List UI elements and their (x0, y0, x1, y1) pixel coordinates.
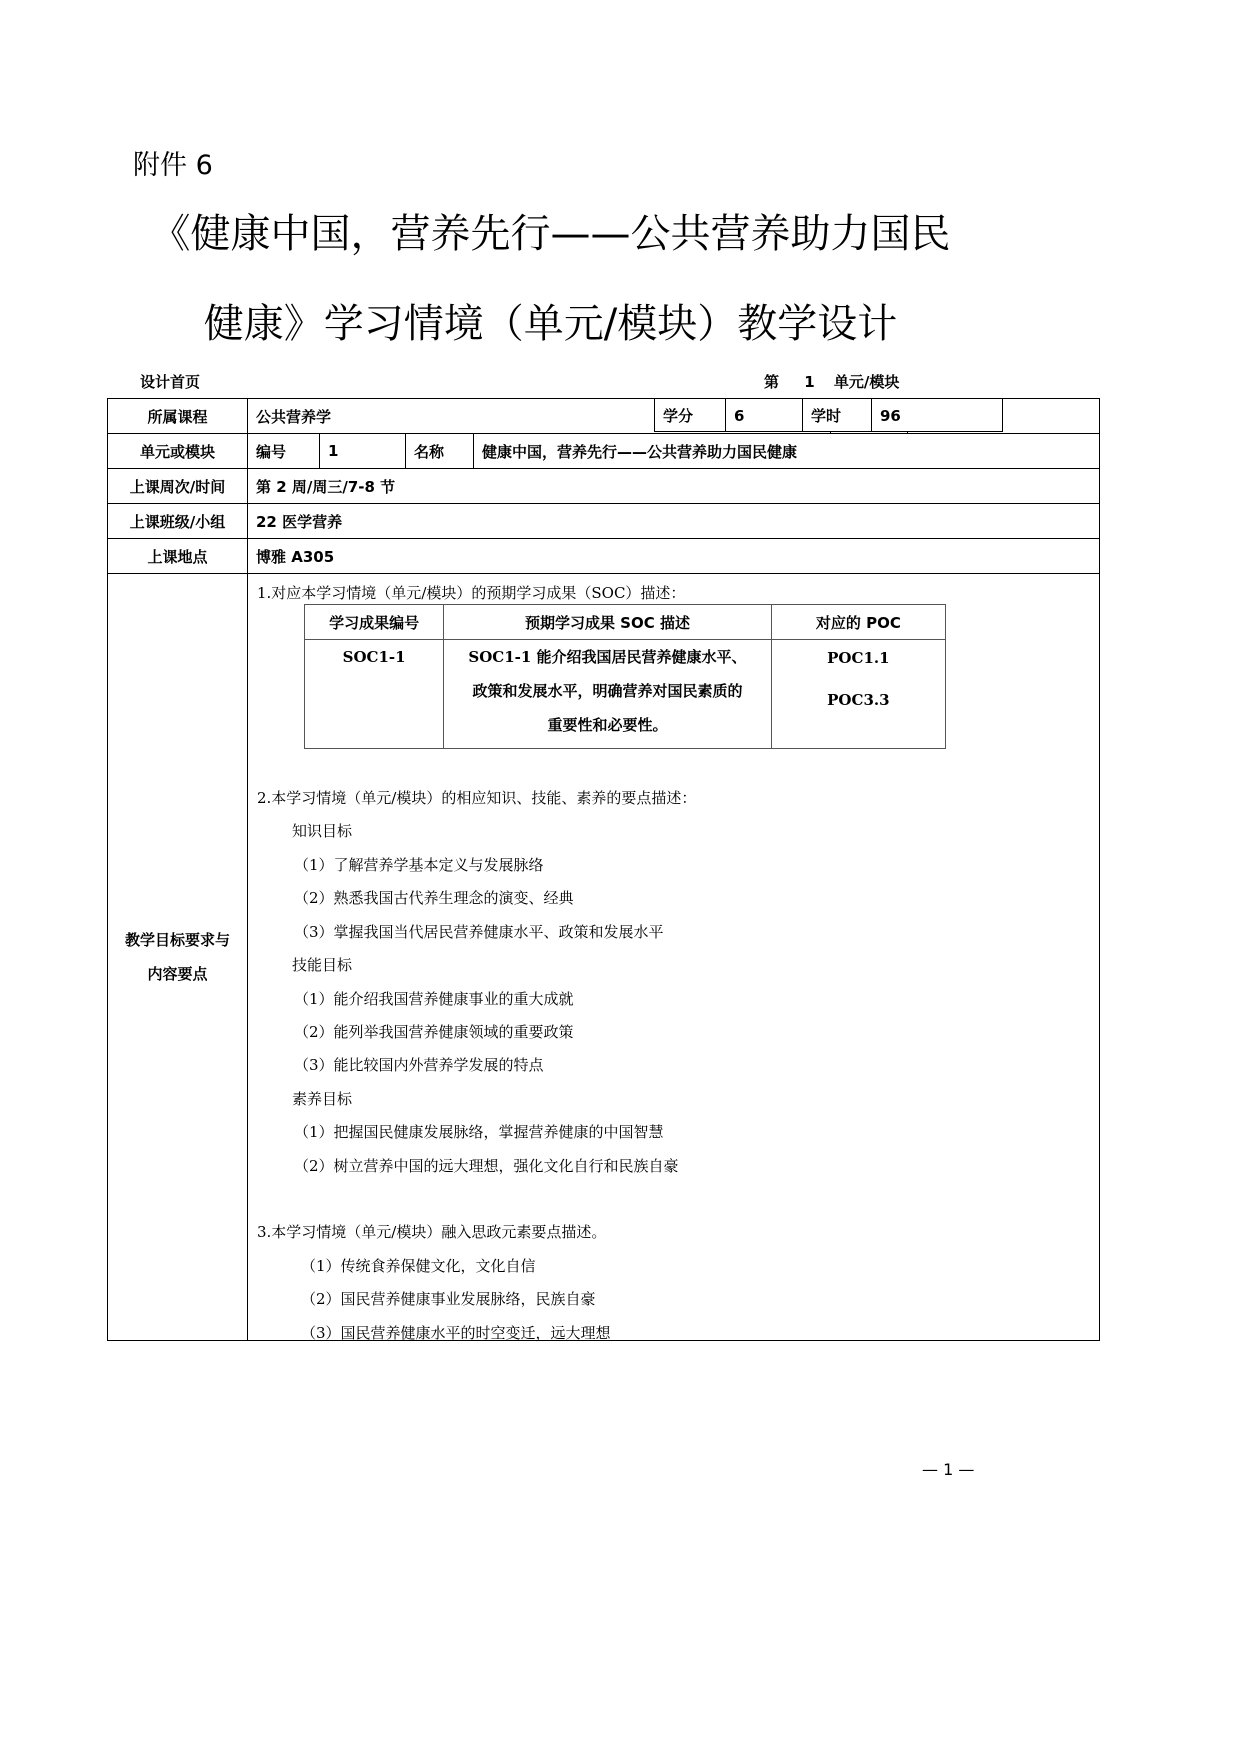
objectives-label-line2: 内容要点 (147, 965, 208, 983)
unit-label: 单元或模块 (108, 434, 248, 469)
ideology-item: （1）传统食养保健文化，文化自信 (301, 1257, 536, 1275)
location-value: 博雅 A305 (248, 539, 1100, 574)
document-title-line2: 健康》学习情境（单元/模块）教学设计 (203, 301, 898, 347)
section1-heading: 1.对应本学习情境（单元/模块）的预期学习成果（SOC）描述： (257, 584, 686, 602)
knowledge-item: （3）掌握我国当代居民营养健康水平、政策和发展水平 (294, 923, 664, 941)
literacy-item: （1）把握国民健康发展脉络，掌握营养健康的中国智慧 (294, 1123, 664, 1141)
skill-item: （3）能比较国内外营养学发展的特点 (294, 1056, 544, 1074)
knowledge-item: （2）熟悉我国古代养生理念的演变、经典 (294, 889, 574, 907)
document-title-line1: 《健康中国，营养先行——公共营养助力国民 (150, 211, 951, 257)
literacy-title: 素养目标 (292, 1090, 353, 1108)
objectives-label (108, 574, 248, 1341)
section3-heading: 3.本学习情境（单元/模块）融入思政元素要点描述。 (257, 1223, 607, 1241)
unit-indicator-prefix: 第 (764, 373, 780, 391)
literacy-item: （2）树立营养中国的远大理想，强化文化自行和民族自豪 (294, 1157, 679, 1175)
poc-item: POC3.3 (827, 691, 890, 709)
soc-header-poc: 对应的 POC (771, 605, 945, 640)
design-table (107, 398, 1100, 1341)
skill-item: （1）能介绍我国营养健康事业的重大成就 (294, 990, 574, 1008)
hours-value: 96 (871, 398, 1003, 432)
attachment-label: 附件 6 (133, 150, 213, 181)
soc-desc-line: 政策和发展水平，明确营养对国民素质的 (472, 682, 743, 700)
unit-indicator-suffix: 单元/模块 (833, 373, 900, 391)
schedule-value: 第 2 周/周三/7-8 节 (248, 469, 1100, 504)
credit-label: 学分 (654, 398, 725, 432)
course-value: 公共营养学 (248, 399, 831, 434)
ideology-item: （3）国民营养健康水平的时空变迁，远大理想 (301, 1324, 611, 1342)
unit-indicator-number: 1 (804, 373, 815, 391)
soc-id: SOC1-1 (305, 640, 444, 749)
page-number: — 1 — (922, 1460, 975, 1479)
design-home-label: 设计首页 (140, 373, 201, 391)
schedule-label: 上课周次/时间 (108, 469, 248, 504)
unit-indicator (764, 371, 899, 392)
class-value: 22 医学营养 (248, 504, 1100, 539)
credit-value-text: 6 (725, 398, 802, 432)
unit-number-label: 编号 (248, 434, 320, 469)
location-label: 上课地点 (108, 539, 248, 574)
knowledge-title: 知识目标 (292, 822, 353, 840)
unit-name-value: 健康中国，营养先行——公共营养助力国民健康 (474, 434, 1100, 469)
knowledge-item: （1）了解营养学基本定义与发展脉络 (294, 856, 544, 874)
soc-poc (771, 640, 945, 749)
soc-description (444, 640, 772, 749)
skill-title: 技能目标 (292, 956, 353, 974)
course-label: 所属课程 (108, 399, 248, 434)
section2-heading: 2.本学习情境（单元/模块）的相应知识、技能、素养的要点描述： (257, 789, 697, 807)
unit-name-label: 名称 (406, 434, 474, 469)
skill-item: （2）能列举我国营养健康领域的重要政策 (294, 1023, 574, 1041)
poc-item: POC1.1 (827, 649, 890, 667)
hours-label: 学时 (802, 398, 871, 432)
course-credit-hours (654, 398, 1003, 432)
soc-header-id: 学习成果编号 (305, 605, 444, 640)
soc-desc-line: SOC1-1 能介绍我国居民营养健康水平、 (468, 648, 747, 666)
class-label: 上课班级/小组 (108, 504, 248, 539)
ideology-item: （2）国民营养健康事业发展脉络，民族自豪 (301, 1290, 596, 1308)
unit-number-value: 1 (320, 434, 406, 469)
objectives-content (248, 574, 1100, 1341)
soc-header-desc: 预期学习成果 SOC 描述 (444, 605, 772, 640)
objectives-label-line1: 教学目标要求与 (124, 931, 230, 949)
soc-table (304, 604, 946, 749)
soc-desc-line: 重要性和必要性。 (547, 716, 668, 734)
